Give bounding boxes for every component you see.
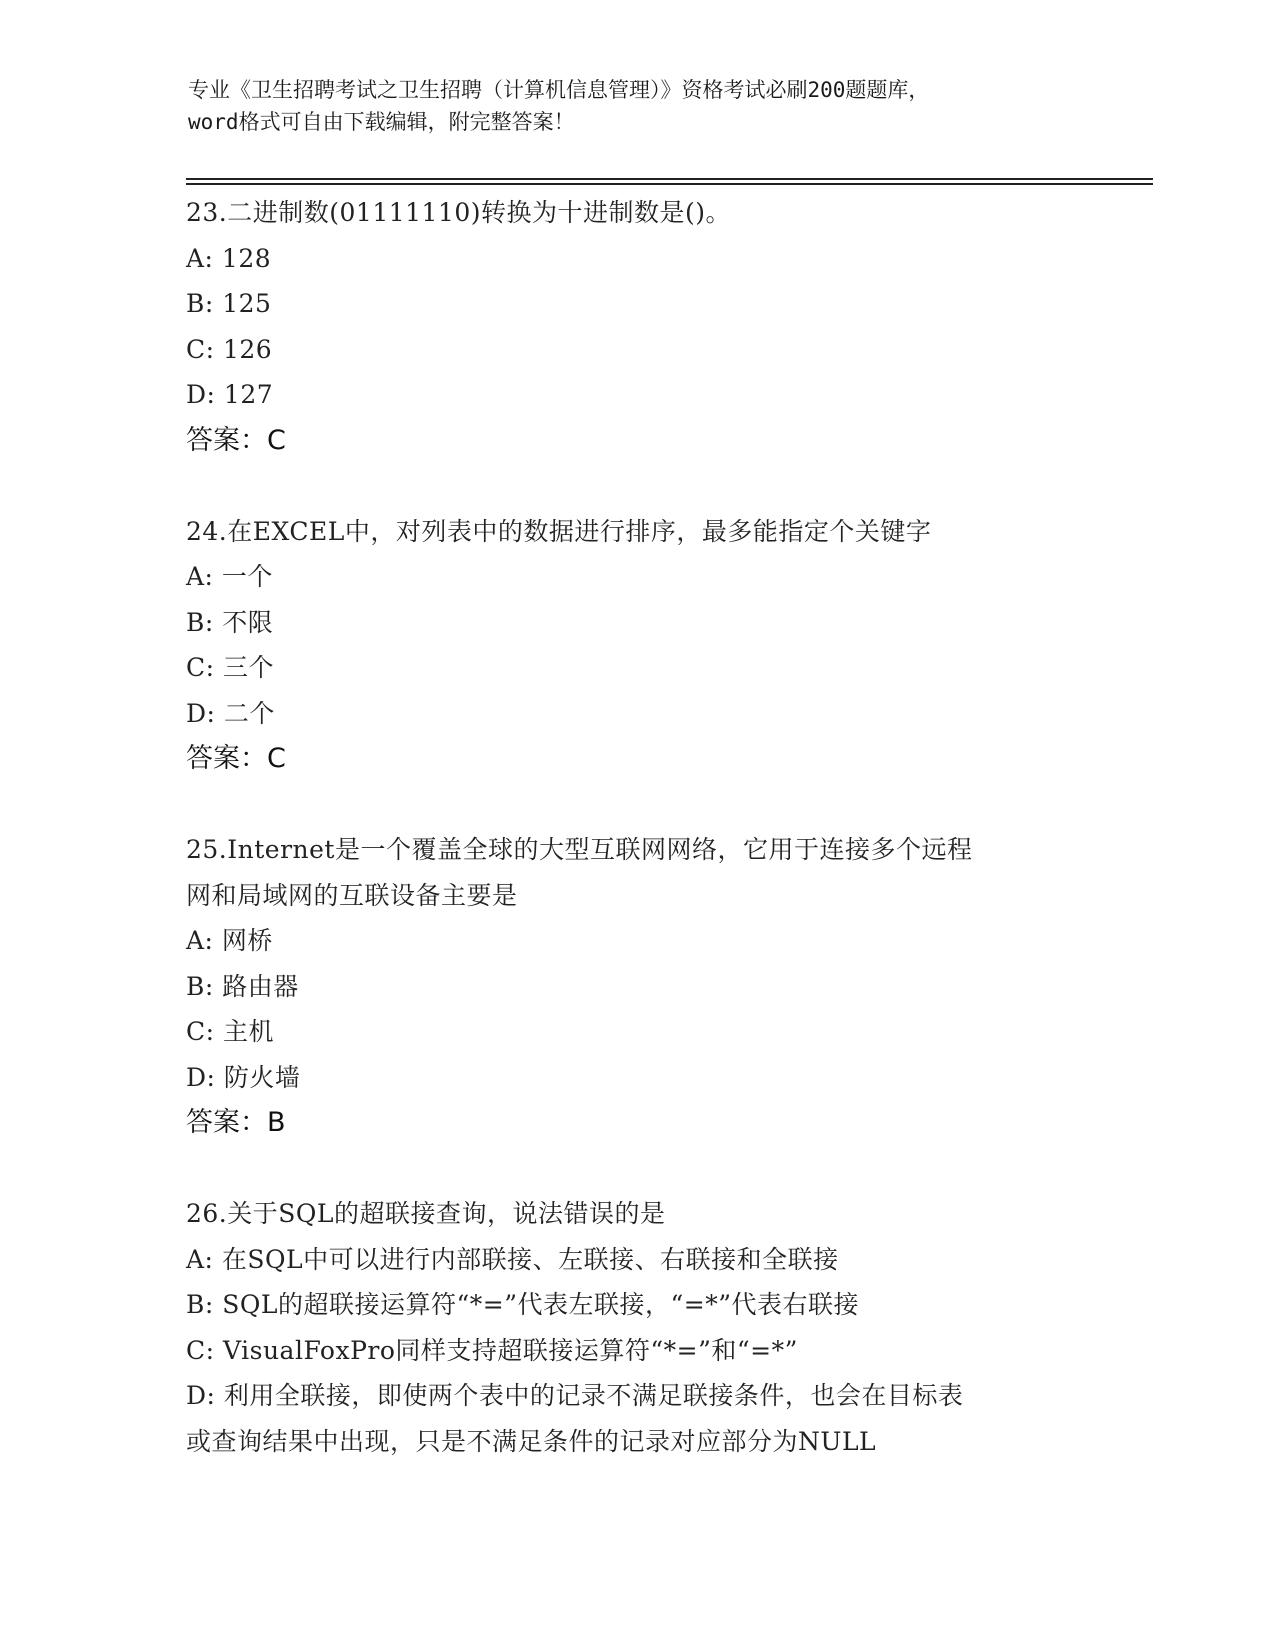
option-d: D: 二个 bbox=[186, 698, 275, 728]
answer-line: 答案：C bbox=[186, 743, 286, 774]
option-a: A: 在SQL中可以进行内部联接、左联接、右联接和全联接 bbox=[186, 1244, 839, 1274]
option-d: D: 利用全联接，即使两个表中的记录不满足联接条件，也会在目标表 bbox=[186, 1381, 964, 1410]
question-stem: 23.二进制数(01111110)转换为十进制数是()。 bbox=[186, 198, 732, 227]
option-b: B: 125 bbox=[186, 289, 272, 318]
question-26 bbox=[186, 1191, 1086, 1464]
spacer bbox=[186, 463, 1086, 509]
option-b: B: 路由器 bbox=[186, 971, 299, 1001]
option-b: B: 不限 bbox=[186, 607, 274, 637]
question-stem: 26.关于SQL的超联接查询，说法错误的是 bbox=[186, 1199, 666, 1228]
question-list bbox=[186, 190, 1086, 1464]
question-stem-line-2: 网和局域网的互联设备主要是 bbox=[186, 880, 518, 910]
option-d: D: 127 bbox=[186, 380, 274, 409]
option-c: C: VisualFoxPro同样支持超联接运算符“*=”和“=*” bbox=[186, 1335, 798, 1365]
option-a: A: 一个 bbox=[186, 562, 273, 591]
option-a: A: 128 bbox=[186, 243, 272, 273]
spacer bbox=[186, 782, 1086, 828]
question-25 bbox=[186, 827, 1086, 1146]
option-c: C: 126 bbox=[186, 334, 273, 364]
option-a: A: 网桥 bbox=[186, 926, 273, 955]
question-stem: 24.在EXCEL中，对列表中的数据进行排序，最多能指定个关键字 bbox=[186, 516, 932, 546]
question-stem-line-1: 25.Internet是一个覆盖全球的大型互联网网络，它用于连接多个远程 bbox=[186, 835, 973, 864]
option-c: C: 三个 bbox=[186, 653, 274, 682]
document-header bbox=[188, 74, 1088, 138]
question-23 bbox=[186, 190, 1086, 463]
answer-line: 答案：B bbox=[186, 1107, 286, 1138]
answer-line: 答案：C bbox=[186, 424, 286, 456]
spacer bbox=[186, 1146, 1086, 1192]
header-divider-bottom bbox=[186, 183, 1153, 185]
option-b: B: SQL的超联接运算符“*=”代表左联接，“=*”代表右联接 bbox=[186, 1290, 859, 1319]
header-line-2: word格式可自由下载编辑，附完整答案！ bbox=[188, 110, 575, 134]
header-divider-top bbox=[186, 178, 1153, 180]
option-d: D: 防火墙 bbox=[186, 1062, 301, 1092]
header-line-1: 专业《卫生招聘考试之卫生招聘（计算机信息管理）》资格考试必刷200题题库， bbox=[188, 78, 930, 102]
option-d-continued: 或查询结果中出现，只是不满足条件的记录对应部分为NULL bbox=[186, 1426, 877, 1456]
question-24 bbox=[186, 509, 1086, 782]
option-c: C: 主机 bbox=[186, 1017, 274, 1046]
